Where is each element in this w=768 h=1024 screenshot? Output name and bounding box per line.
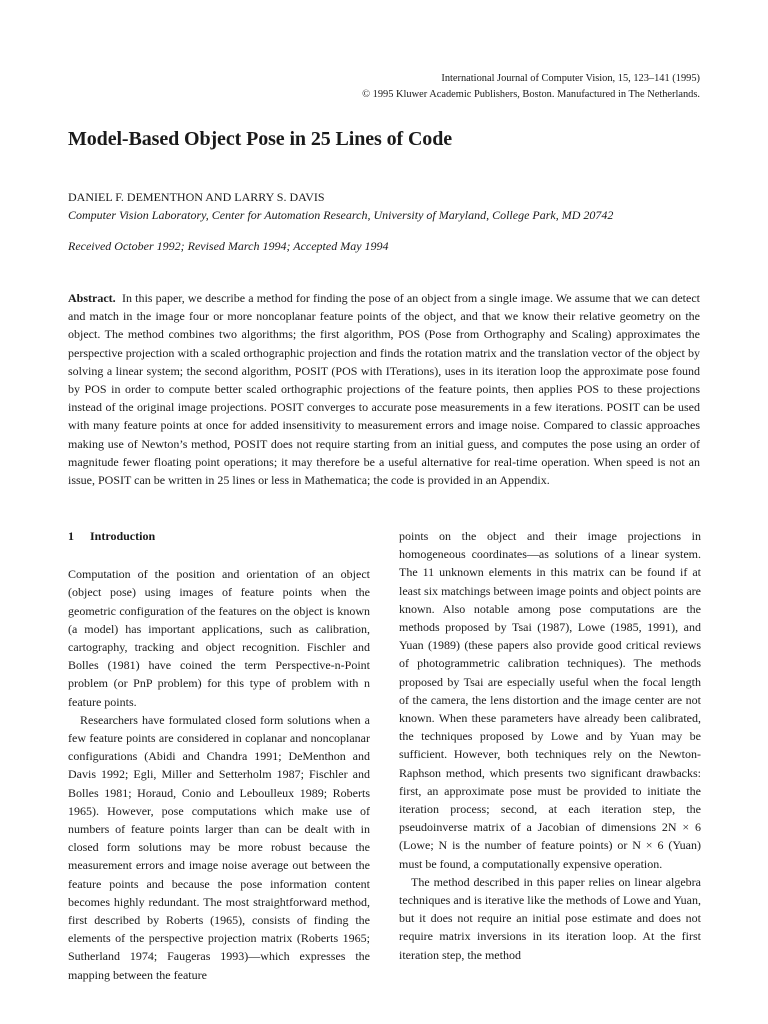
journal-copyright: © 1995 Kluwer Academic Publishers, Boston. Manufactured in The Netherlands. bbox=[362, 89, 700, 100]
intro-paragraph-1: Computation of the position and orientation of an object (object pose) using images of feature points when the geometric configuration of the features on the object is known (a model) has important applications, such as calibration, cartography, tracking and object recognition. Fischler and Bolles (1981) have coined the term Perspective-n-Point problem (or PnP problem) for this type of problem with n feature points. bbox=[68, 567, 370, 709]
section-title: Introduction bbox=[90, 529, 156, 543]
left-column bbox=[68, 527, 370, 984]
paper-received-dates: Received October 1992; Revised March 1994; Accepted May 1994 bbox=[68, 239, 389, 253]
intro-paragraph-4: The method described in this paper relies on linear algebra techniques and is iterative like the methods of Lowe and Yuan, but it does not require an initial pose estimate and does not require matrix inversions in its iteration loop. At the first iteration step, the method bbox=[399, 874, 701, 962]
abstract-label: Abstract. bbox=[68, 291, 116, 305]
paper-affiliation: Computer Vision Laboratory, Center for Automation Research, University of Maryland, College Park, MD 20742 bbox=[68, 208, 614, 222]
section-number: 1 bbox=[68, 529, 74, 543]
journal-citation: International Journal of Computer Vision, 15, 123–141 (1995) bbox=[441, 73, 700, 84]
paper-title: Model-Based Object Pose in 25 Lines of Code bbox=[68, 128, 453, 150]
abstract bbox=[68, 289, 700, 489]
abstract-text: In this paper, we describe a method for finding the pose of an object from a single image. We assume that we can detect and match in the image four or more noncoplanar feature points of the object, and that we know their relative geometry on the object. The method combines two algorithms; the first algorithm, POS (Pose from Orthography and Scaling) approximates the perspective projection with a scaled orthographic projection and finds the rotation matrix and the translation vector of the object by solving a linear system; the second algorithm, POSIT (POS with ITerations), uses in its iteration loop the approximate pose found by POS in order to compute better scaled orthographic projections of the feature points, then applies POS to these projections instead of the original image projections. POSIT converges to accurate pose measurements in a few iterations. POSIT can be used with many feature points at once for added insensitivity to measurement errors and image noise. Compared to classic approaches making use of Newton’s method, POSIT does not require starting from an initial guess, and computes the pose using an order of magnitude fewer floating point operations; it may therefore be a useful alternative for real-time operation. When speed is not an issue, POSIT can be written in 25 lines or less in Mathematica; the code is provided in an Appendix. bbox=[68, 291, 700, 488]
intro-paragraph-3: points on the object and their image projections in homogeneous coordinates—as solutions of a linear system. The 11 unknown elements in this matrix can be found if at least six matchings between image points and object points are known. Also notable among pose computations are the methods proposed by Tsai (1987), Lowe (1985, 1991), and Yuan (1989) (these papers also provide good critical reviews of photogrammetric calibration techniques). The methods proposed by Tsai are especially useful when the focal length of the camera, the lens distortion and the image center are not known. When these parameters have already been calibrated, the techniques proposed by Lowe and by Yuan may be sufficient. However, both techniques rely on the Newton-Raphson method, which presents two significant drawbacks: first, an approximate pose must be provided to initiate the iteration process; second, at each iteration step, the pseudoinverse matrix of a Jacobian of dimensions 2N × 6 (Lowe; N is the number of feature points) or N × 6 (Yuan) must be found, a computationally expensive operation. bbox=[399, 529, 701, 871]
journal-header bbox=[362, 71, 700, 103]
intro-paragraph-2: Researchers have formulated closed form solutions when a few feature points are considered in coplanar and noncoplanar configurations (Abidi and Chandra 1991; DeMenthon and Davis 1992; Egli, Miller and Setterholm 1987; Fischler and Bolles 1981; Horaud, Conio and Leboulleux 1989; Roberts 1965). However, pose computations which make use of numbers of feature points larger than can be dealt with in closed form solutions may be more robust because the measurement errors and image noise average out between the feature points and because the pose information content becomes highly redundant. The most straightforward method, first described by Roberts (1965), consists of finding the elements of the perspective projection matrix (Roberts 1965; Sutherland 1974; Faugeras 1993)—which expresses the mapping between the feature bbox=[68, 712, 370, 982]
right-column bbox=[399, 527, 701, 964]
paper-authors: DANIEL F. DEMENTHON AND LARRY S. DAVIS bbox=[68, 190, 325, 204]
section-heading bbox=[68, 527, 370, 545]
